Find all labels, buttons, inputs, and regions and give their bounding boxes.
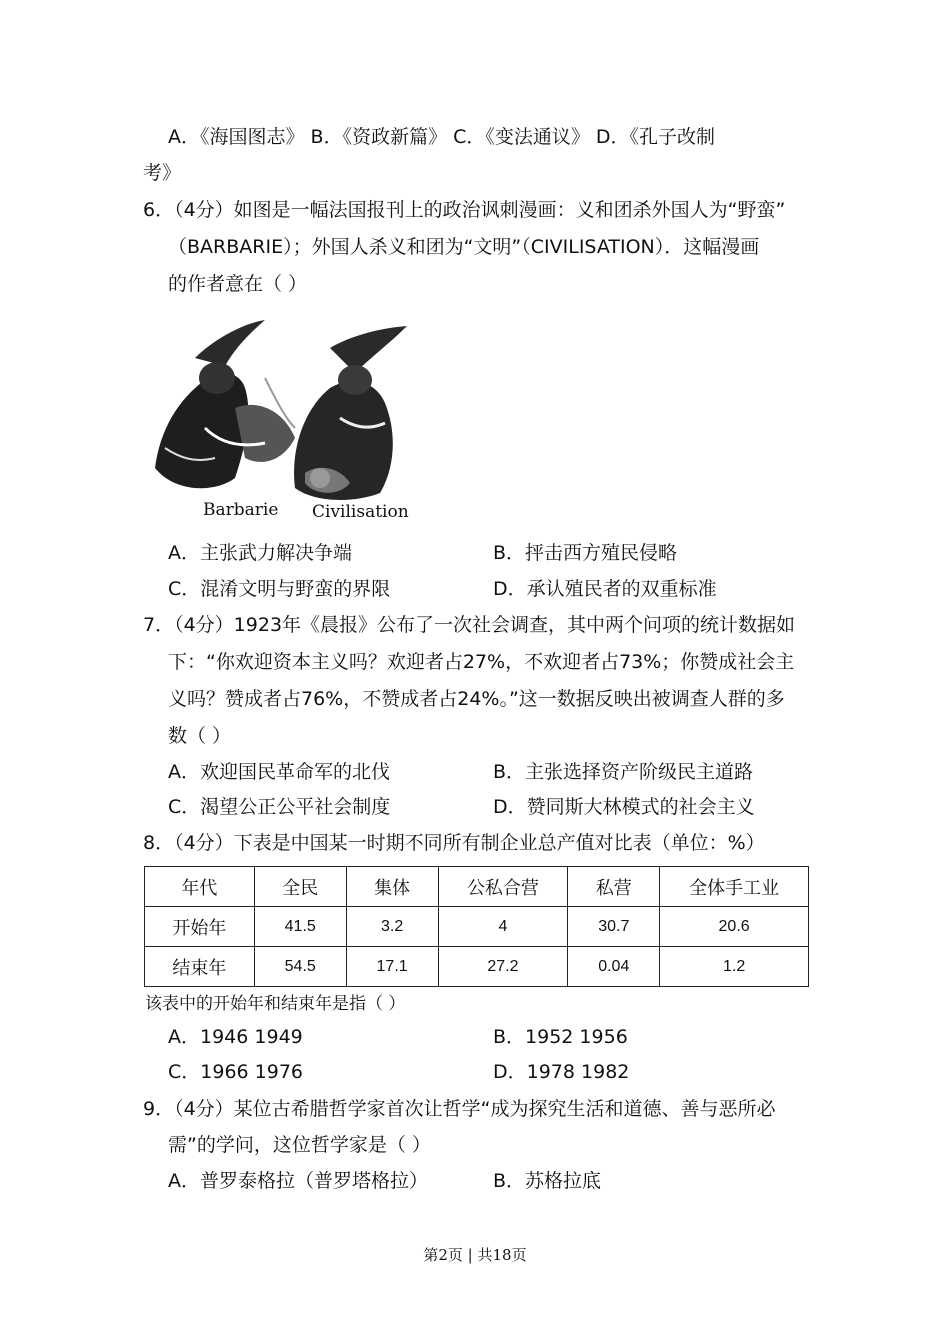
cartoon-caption-civilisation: Civilisation — [312, 502, 409, 522]
table-cell: 1.2 — [660, 947, 809, 987]
q7-stem-line4: 数（ ） — [168, 725, 232, 747]
table-header-cell: 全体手工业 — [660, 867, 809, 907]
table-cell: 3.2 — [346, 907, 438, 947]
satirical-cartoon-image — [145, 318, 417, 523]
q7-stem-line2: 下：“你欢迎资本主义吗？欢迎者占27%，不欢迎者占73%；你赞成社会主 — [168, 651, 795, 673]
table-cell: 4 — [438, 907, 568, 947]
q7-option-d[interactable]: D．赞同斯大林模式的社会主义 — [493, 796, 755, 818]
q5-options-line2: 考》 — [143, 162, 182, 184]
q8-option-a[interactable]: A．1946 1949 — [168, 1026, 303, 1048]
q7-option-b[interactable]: B．主张选择资产阶级民主道路 — [493, 761, 754, 783]
table-cell: 开始年 — [145, 907, 255, 947]
q6-option-d[interactable]: D．承认殖民者的双重标准 — [493, 578, 717, 600]
q6-option-c[interactable]: C．混淆文明与野蛮的界限 — [168, 578, 391, 600]
table-cell: 54.5 — [254, 947, 346, 987]
table-header-cell: 公私合营 — [438, 867, 568, 907]
table-cell: 27.2 — [438, 947, 568, 987]
cartoon-caption-barbarie: Barbarie — [203, 500, 279, 520]
q6-option-b[interactable]: B．抨击西方殖民侵略 — [493, 542, 678, 564]
q7-option-c[interactable]: C．渴望公正公平社会制度 — [168, 796, 391, 818]
q8-option-b[interactable]: B．1952 1956 — [493, 1026, 628, 1048]
q7-option-a[interactable]: A．欢迎国民革命军的北伐 — [168, 761, 390, 783]
table-header-cell: 集体 — [346, 867, 438, 907]
ownership-output-table — [144, 866, 809, 987]
table-cell: 20.6 — [660, 907, 809, 947]
page-footer: 第2页 | 共18页 — [423, 1246, 527, 1264]
q8-option-d[interactable]: D．1978 1982 — [493, 1061, 630, 1083]
table-header-row — [145, 867, 809, 907]
cartoon-illustration — [145, 318, 417, 523]
q6-stem-line3: 的作者意在（ ） — [168, 273, 308, 295]
table-header-cell: 全民 — [254, 867, 346, 907]
table-cell: 30.7 — [568, 907, 660, 947]
q6-stem-line2: （BARBARIE）；外国人杀义和团为“文明”（CIVILISATION）．这幅漫画 — [168, 236, 760, 258]
q7-stem-line3: 义吗？赞成者占76%，不赞成者占24%。”这一数据反映出被调查人群的多 — [168, 688, 785, 710]
table-header-cell: 私营 — [568, 867, 660, 907]
q8-option-c[interactable]: C．1966 1976 — [168, 1061, 304, 1083]
q7-stem-line1: 7．（4分）1923年《晨报》公布了一次社会调查，其中两个问项的统计数据如 — [143, 614, 796, 636]
table-header-cell: 年代 — [145, 867, 255, 907]
q9-stem-line2: 需”的学问，这位哲学家是（ ） — [168, 1134, 431, 1156]
table-cell: 17.1 — [346, 947, 438, 987]
table-cell: 0.04 — [568, 947, 660, 987]
q5-options-line1: A．《海国图志》 B．《资政新篇》 C．《变法通议》 D．《孔子改制 — [168, 126, 716, 148]
q8-table-note: 该表中的开始年和结束年是指（ ） — [145, 994, 406, 1014]
q9-option-a[interactable]: A．普罗泰格拉（普罗塔格拉） — [168, 1170, 428, 1192]
table-row — [145, 947, 809, 987]
table-row — [145, 907, 809, 947]
q6-option-a[interactable]: A．主张武力解决争端 — [168, 542, 352, 564]
q6-stem-line1: 6．（4分）如图是一幅法国报刊上的政治讽刺漫画：义和团杀外国人为“野蛮” — [143, 199, 786, 221]
q9-stem-line1: 9．（4分）某位古希腊哲学家首次让哲学“成为探究生活和道德、善与恶所必 — [143, 1098, 776, 1120]
table-cell: 结束年 — [145, 947, 255, 987]
table-cell: 41.5 — [254, 907, 346, 947]
q9-option-b[interactable]: B．苏格拉底 — [493, 1170, 602, 1192]
q8-stem-line1: 8．（4分）下表是中国某一时期不同所有制企业总产值对比表（单位：%） — [143, 832, 765, 854]
